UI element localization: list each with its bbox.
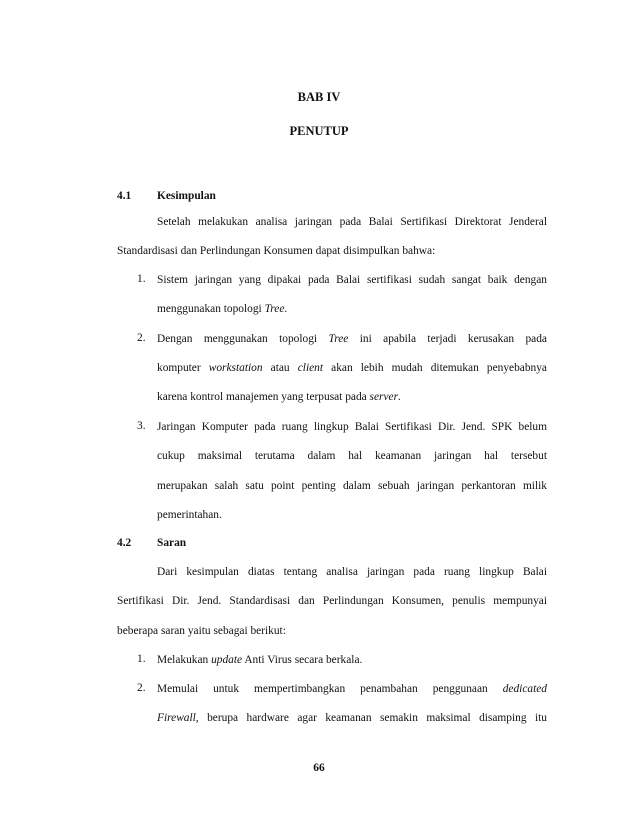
list-item-line: Jaringan Komputer pada ruang lingkup Balai Sertifikasi Dir. Jend. SPK belum [157,421,547,433]
section-number: 4.2 [117,537,132,549]
paragraph-line: beberapa saran yaitu sebagai berikut: [117,625,286,637]
list-item-line: Sistem jaringan yang dipakai pada Balai sertifikasi sudah sangat baik dengan [157,274,547,286]
list-number: 1. [137,273,146,285]
list-item-line: pemerintahan. [157,509,222,521]
list-number: 2. [137,332,146,344]
list-number: 3. [137,420,146,432]
chapter-label: BAB IV [297,90,341,104]
list-item-line: Melakukan update Anti Virus secara berkala. [157,654,363,666]
list-item-line: Dengan menggunakan topologi Tree ini apabila terjadi kerusakan pada [157,333,547,345]
list-number: 2. [137,682,146,694]
list-item-line: cukup maksimal terutama dalam hal keamanan jaringan hal tersebut [157,450,547,462]
list-item-line: menggunakan topologi Tree. [157,303,288,315]
list-item-line: karena kontrol manajemen yang terpusat pada server. [157,391,401,403]
list-item-line: Firewall, berupa hardware agar keamanan semakin maksimal disamping itu [157,712,547,724]
paragraph-line: Dari kesimpulan diatas tentang analisa jaringan pada ruang lingkup Balai [157,566,547,578]
chapter-title: PENUTUP [289,124,349,138]
section-number: 4.1 [117,190,132,202]
paragraph-line: Setelah melakukan analisa jaringan pada Balai Sertifikasi Direktorat Jenderal [157,216,547,228]
section-title: Kesimpulan [157,190,216,202]
list-item-line: Memulai untuk mempertimbangkan penambahan penggunaan dedicated [157,683,547,695]
paragraph-line: Sertifikasi Dir. Jend. Standardisasi dan Perlindungan Konsumen, penulis mempunyai [117,595,547,607]
list-number: 1. [137,653,146,665]
paragraph-line: Standardisasi dan Perlindungan Konsumen dapat disimpulkan bahwa: [117,245,436,257]
list-item-line: merupakan salah satu point penting dalam sebuah jaringan perkantoran milik [157,480,547,492]
page-number: 66 [313,762,325,774]
list-item-line: komputer workstation atau client akan lebih mudah ditemukan penyebabnya [157,362,547,374]
section-title: Saran [157,537,187,549]
